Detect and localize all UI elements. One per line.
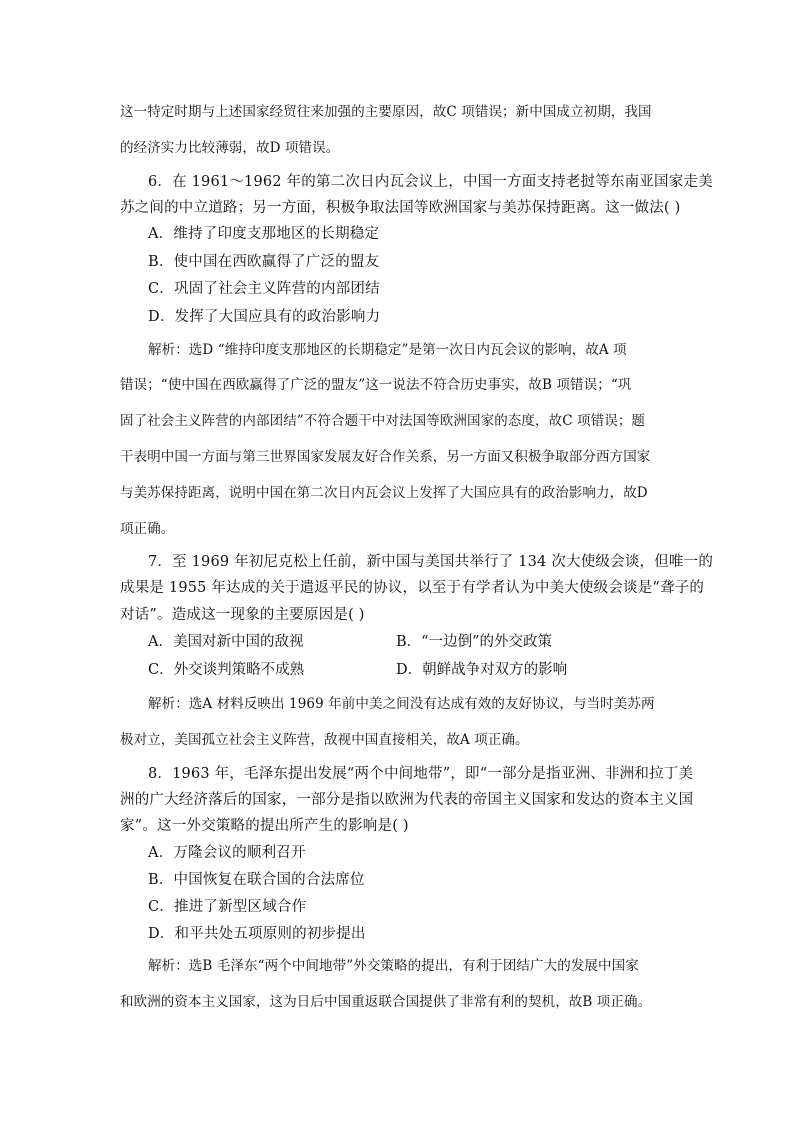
q7-option-d: D．朝鲜战争对双方的影响 <box>396 662 568 678</box>
q6-option-d: D．发挥了大国应具有的政治影响力 <box>148 309 381 325</box>
q7-stem-line-3: 对话”。造成这一现象的主要原因是( ) <box>120 607 365 623</box>
q6-analysis-line-6: 项正确。 <box>120 521 175 537</box>
q8-option-b: B．中国恢复在联合国的合法席位 <box>148 872 365 888</box>
q8-option-d: D．和平共处五项原则的初步提出 <box>148 926 366 942</box>
q7-stem-line-1: 7．至 1969 年初尼克松上任前，新中国与美国共举行了 134 次大使级会谈，但唯一的 <box>148 554 714 570</box>
q7-option-a: A．美国对新中国的敌视 <box>148 634 304 650</box>
prev-analysis-line-2: 的经济实力比较薄弱，故D 项错误。 <box>120 140 340 156</box>
q6-analysis-line-1: 解析：选D “维持印度支那地区的长期稳定”是第一次日内瓦会议的影响，故A 项 <box>148 342 627 358</box>
q6-analysis-line-3: 固了社会主义阵营的内部团结”不符合题干中对法国等欧洲国家的态度，故C 项错误；题 <box>120 413 646 429</box>
prev-analysis-line-1: 这一特定时期与上述国家经贸往来加强的主要原因，故C 项错误；新中国成立初期，我国 <box>120 104 652 120</box>
q7-option-b: B．“一边倒”的外交政策 <box>396 634 552 650</box>
q6-analysis-line-4: 干表明中国一方面与第三世界国家发展友好合作关系，另一方面又积极争取部分西方国家 <box>120 449 651 465</box>
q6-stem-line-1: 6．在 1961～1962 年的第二次日内瓦会议上，中国一方面支持老挝等东南亚国家走美 <box>148 174 713 190</box>
q6-option-c: C．巩固了社会主义阵营的内部团结 <box>148 281 380 297</box>
q8-stem-line-3: 家”。这一外交策略的提出所产生的影响是( ) <box>120 818 409 834</box>
q8-analysis-line-1: 解析：选B 毛泽东“两个中间地带”外交策略的提出，有利于团结广大的发展中国家 <box>148 958 639 974</box>
q8-option-c: C．推进了新型区域合作 <box>148 899 307 915</box>
q7-analysis-line-1: 解析：选A 材料反映出 1969 年前中美之间没有达成有效的友好协议，与当时美苏两 <box>148 696 655 712</box>
q6-option-a: A．维持了印度支那地区的长期稳定 <box>148 226 380 242</box>
q8-stem-line-1: 8．1963 年，毛泽东提出发展“两个中间地带”，即“一部分是指亚洲、非洲和拉丁美 <box>148 766 694 782</box>
q8-option-a: A．万隆会议的顺利召开 <box>148 845 306 861</box>
q6-stem-line-2: 苏之间的中立道路；另一方面，积极争取法国等欧洲国家与美苏保持距离。这一做法( ) <box>120 200 681 216</box>
q6-analysis-line-2: 错误；“使中国在西欧赢得了广泛的盟友”这一说法不符合历史事实，故B 项错误；“巩 <box>120 377 632 393</box>
q6-option-b: B．使中国在西欧赢得了广泛的盟友 <box>148 254 380 270</box>
q7-analysis-line-2: 极对立，美国孤立社会主义阵营，敌视中国直接相关，故A 项正确。 <box>120 732 529 748</box>
q8-stem-line-2: 洲的广大经济落后的国家，一部分是指以欧洲为代表的帝国主义国家和发达的资本主义国 <box>120 792 694 808</box>
q6-analysis-line-5: 与美苏保持距离，说明中国在第二次日内瓦会议上发挥了大国应具有的政治影响力，故D <box>120 485 648 501</box>
q7-stem-line-2: 成果是 1955 年达成的关于遣返平民的协议，以至于有学者认为中美大使级会谈是“聋子的 <box>120 580 705 596</box>
q7-option-c: C．外交谈判策略不成熟 <box>148 662 305 678</box>
q8-analysis-line-2: 和欧洲的资本主义国家，这为日后中国重返联合国提供了非常有利的契机，故B 项正确。 <box>120 994 652 1010</box>
